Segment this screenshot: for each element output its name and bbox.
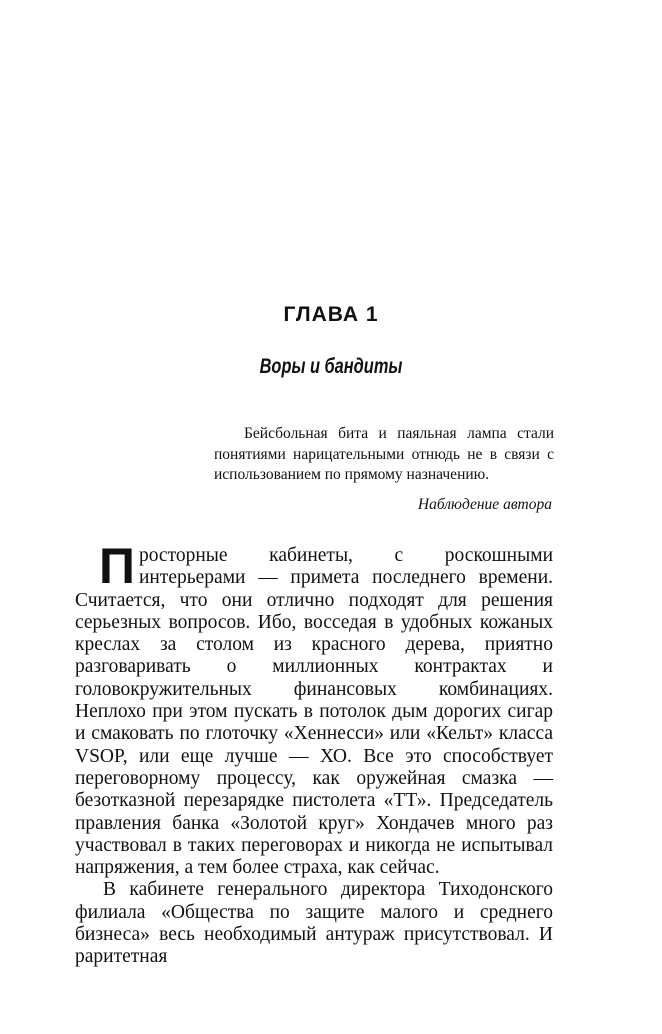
epigraph: Бейсбольная бита и паяльная лампа стали понятиями нарицательными отнюдь не в связи с использованием по прямому назначению. — [214, 425, 554, 483]
body-text — [75, 538, 553, 969]
paragraph-2: В кабинете генерального директора Тиходонского филиала «Общества по защите малого и среднего бизнеса» весь необходимый антураж присутствовал. И раритетная — [75, 879, 553, 968]
epigraph-source: Наблюдение автора — [417, 496, 552, 513]
chapter-title: Воры и бандиты — [259, 355, 403, 378]
drop-cap: П — [99, 538, 135, 594]
chapter-label — [0, 303, 662, 327]
paragraph-1-text: росторные кабинеты, с роскошными интерьерами — примета последнего времени. Считается, что они отлично подходят для решения серьезных вопросов. Ибо, восседая в удобных кожаных креслах за столом из красного дерева, приятно разговаривать о миллионных контрактах и головокружительных финансовых комбинациях. Неплохо при этом пускать в потолок дым дорогих сигар и смаковать по глоточку «Хеннесси» или «Кельт» класса VSOP, или еще лучше — ХО. Все это способствует переговорному процессу, как оружейная смазка — безотказной перезарядке пистолета «ТТ». Председатель правления банка «Золотой круг» Хондачев много раз участвовал в таких переговорах и никогда не испытывал напряжения, а тем более страха, как сейчас. — [75, 545, 553, 879]
paragraph-1 — [75, 538, 553, 879]
chapter-number: ГЛАВА 1 — [283, 303, 379, 326]
